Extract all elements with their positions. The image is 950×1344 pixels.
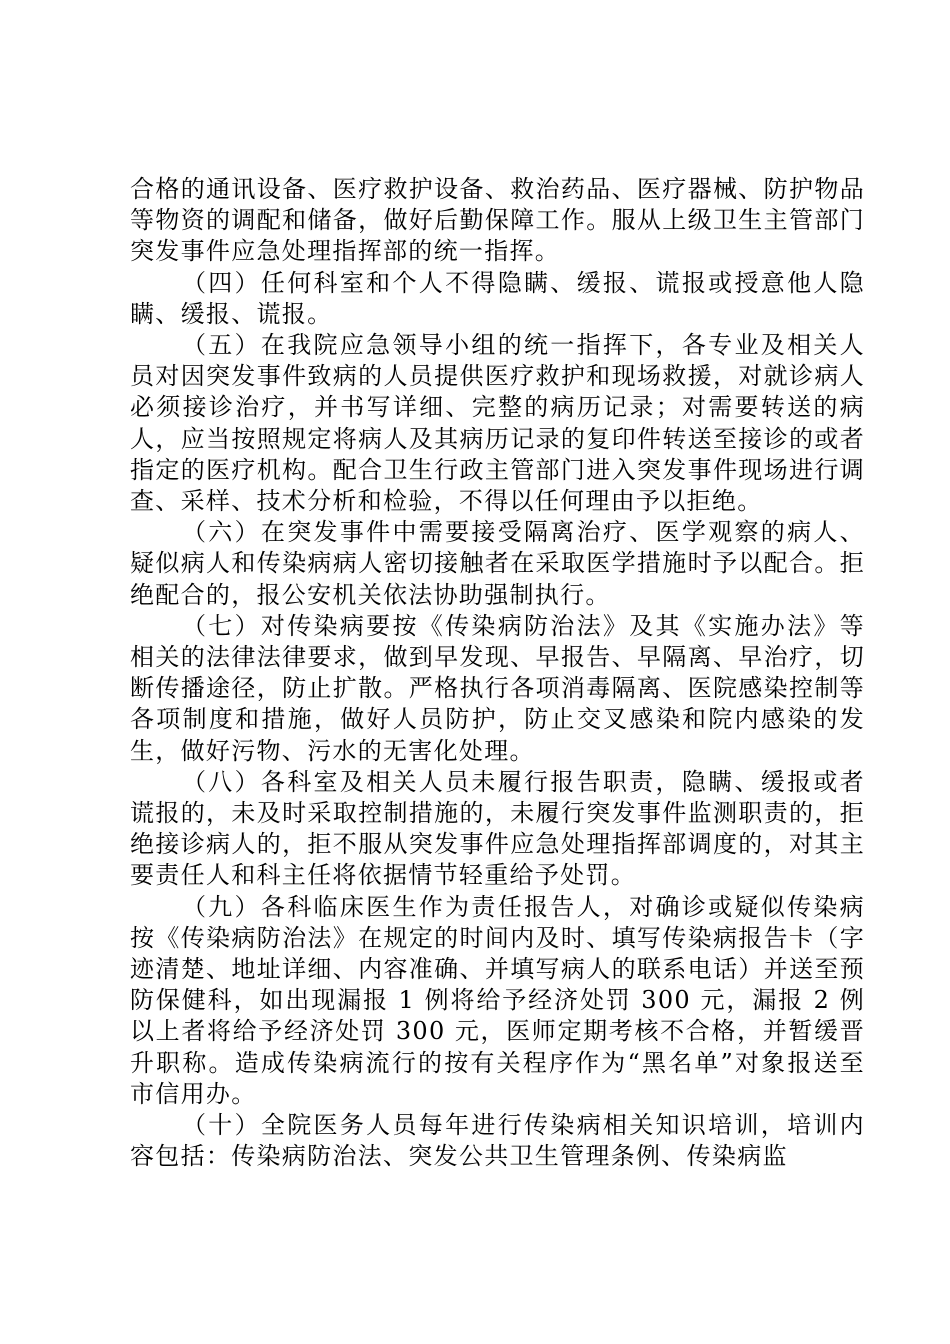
paragraph-item-4: （四）任何科室和个人不得隐瞒、缓报、谎报或授意他人隐瞒、缓报、谎报。: [130, 268, 865, 328]
paragraph-continuation: 合格的通讯设备、医疗救护设备、救治药品、医疗器械、防护物品等物资的调配和储备，做好后勤保障工作。服从上级卫生主管部门突发事件应急处理指挥部的统一指挥。: [130, 175, 865, 266]
paragraph-item-7: （七）对传染病要按《传染病防治法》及其《实施办法》等相关的法律法律要求，做到早发现、早报告、早隔离、早治疗，切断传播途径，防止扩散。严格执行各项消毒隔离、医院感染控制等各项制度和措施，做好人员防护，防止交叉感染和院内感染的发生，做好污物、污水的无害化处理。: [130, 611, 865, 765]
document-body: [130, 174, 865, 1173]
paragraph-item-8: （八）各科室及相关人员未履行报告职责，隐瞒、缓报或者谎报的，未及时采取控制措施的，未履行突发事件监测职责的，拒绝接诊病人的，拒不服从突发事件应急处理指挥部调度的，对其主要责任人和科主任将依据情节轻重给予处罚。: [130, 767, 865, 890]
paragraph-item-5: （五）在我院应急领导小组的统一指挥下，各专业及相关人员对因突发事件致病的人员提供医疗救护和现场救援，对就诊病人必须接诊治疗，并书写详细、完整的病历记录；对需要转送的病人，应当按照规定将病人及其病历记录的复印件转送至接诊的或者指定的医疗机构。配合卫生行政主管部门进入突发事件现场进行调查、采样、技术分析和检验，不得以任何理由予以拒绝。: [130, 331, 865, 516]
paragraph-item-6: （六）在突发事件中需要接受隔离治疗、医学观察的病人、疑似病人和传染病病人密切接触者在采取医学措施时予以配合。拒绝配合的，报公安机关依法协助强制执行。: [130, 518, 865, 609]
paragraph-item-10: （十）全院医务人员每年进行传染病相关知识培训，培训内容包括：传染病防治法、突发公共卫生管理条例、传染病监: [130, 1111, 865, 1171]
paragraph-item-9: （九）各科临床医生作为责任报告人，对确诊或疑似传染病按《传染病防治法》在规定的时间内及时、填写传染病报告卡（字迹清楚、地址详细、内容准确、并填写病人的联系电话）并送至预防保健科，如出现漏报 1 例将给予经济处罚 300 元，漏报 2 例以上者将给予经济处罚 300 元，医师定期考核不合格，并暂缓晋升职称。造成传染病流行的按有关程序作为“黑名单”对象报送至市信用办。: [130, 892, 865, 1108]
